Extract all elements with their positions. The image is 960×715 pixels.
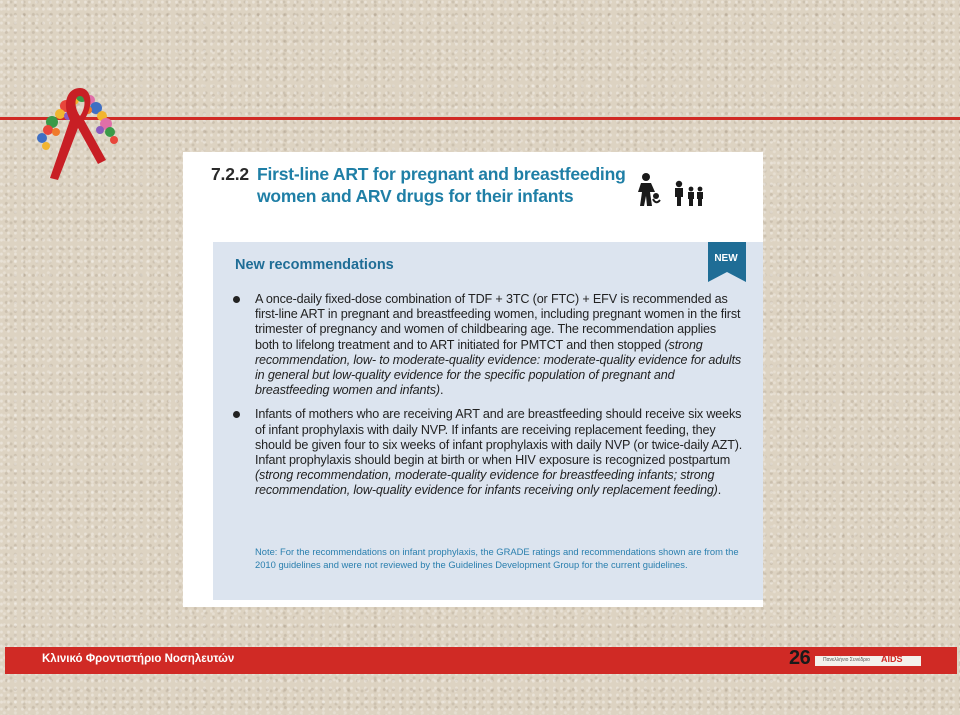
recommendation-text: A once-daily fixed-dose combination of TDF + 3TC (or FTC) + EFV is recommended as first-line ART in pregnant and breastfeeding women, including pregnant women in the first trimester of pregnancy and women of childbearing age. The recommendation applies both to lifelong treatment and to ART initiated for PMTCT and then stopped [255, 292, 741, 352]
recommendation-end: . [439, 383, 444, 398]
family-icon [671, 180, 705, 206]
pregnant-woman-icon [633, 172, 663, 208]
header-divider-line [0, 117, 960, 120]
recommendation-text: Infants of mothers who are receiving ART and are breastfeeding should receive six weeks of infant prophylaxis with daily NVP. If infants are receiving replacement feeding, they should be given four to six weeks of infant prophylaxis with daily NVP (or twice-daily AZT). Infant prophylaxis should begin at birth or when HIV exposure is recognized postpartum [255, 407, 743, 468]
evidence-quality-text: (strong recommendation, moderate-quality evidence for breastfeeding infants; strong recommendation, low-quality evidence for infants receiving only replacement feeding) [255, 468, 718, 498]
evidence-quality-text: (strong recommendation, low- to moderate-quality evidence: moderate-quality evidence for adults in general but low-quality evidence for the specific population of pregnant and breastfeeding women and infants) [255, 337, 742, 398]
footer-bar [5, 647, 957, 674]
recommendation-item [233, 292, 743, 398]
footer-title: Κλινικό Φροντιστήριο Νοσηλευτών [42, 653, 235, 665]
page-number: 26 [789, 647, 811, 669]
recommendation-list [233, 292, 743, 499]
new-badge-label: NEW [714, 253, 738, 264]
recommendations-box [213, 242, 763, 600]
recommendation-end: . [717, 483, 722, 498]
guidelines-note: Note: For the recommendations on infant prophylaxis, the GRADE ratings and recommendations shown are from the 2010 guidelines and were not reviewed by the Guidelines Development Group for the current guidelines. [255, 546, 739, 570]
recommendations-heading: New recommendations [235, 257, 394, 273]
section-title: First-line ART for pregnant and breastfeeding women and ARV drugs for their infants [257, 164, 626, 206]
recommendation-item [233, 407, 743, 498]
conference-name: Πανελλήνιο Συνέδριο [823, 657, 870, 663]
section-number: 7.2.2 [211, 164, 249, 184]
red-ribbon-icon [22, 66, 134, 184]
bullet-icon [233, 411, 240, 418]
document-page [183, 152, 763, 607]
bullet-icon [233, 296, 240, 303]
conference-brand: AIDS [881, 654, 903, 664]
